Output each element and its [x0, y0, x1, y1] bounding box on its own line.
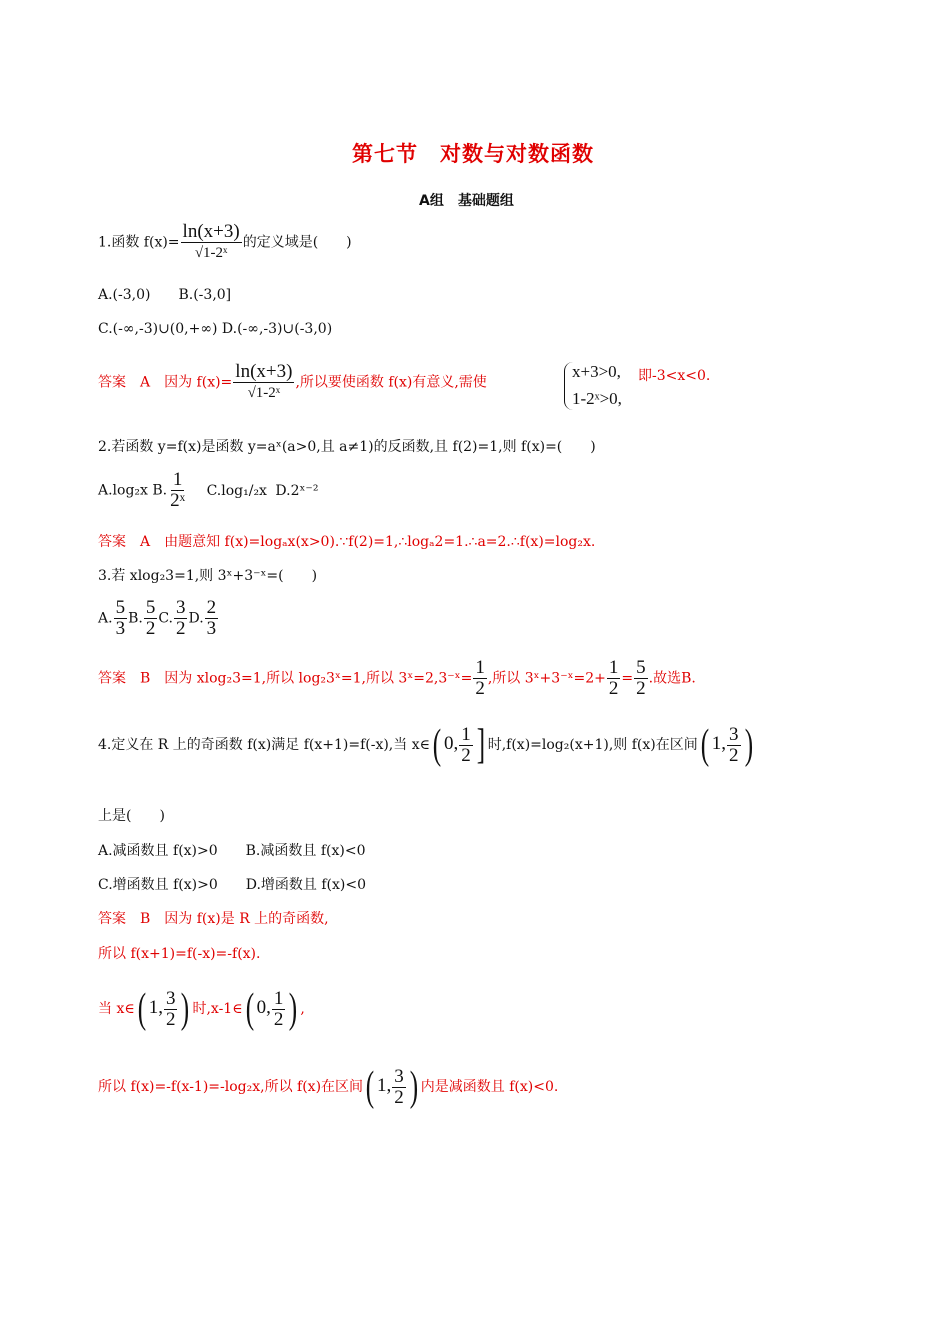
q4-iv2-num: 3 — [729, 723, 739, 745]
q3-opt-b-num: 5 — [145, 597, 156, 618]
q3-opt-c-fraction — [174, 598, 188, 639]
q4-iv1-den: 2 — [461, 744, 471, 766]
q4-ans4-paren-close: ) — [409, 1064, 418, 1110]
q4-answer-line2: 所以 f(x+1)=f(-x)=-f(x). — [98, 946, 261, 962]
q4-ans4-paren-open: ( — [365, 1064, 375, 1110]
q1-frac-den: √1-2ˣ — [194, 245, 228, 261]
q2-opt-c: C.log₁/₂x — [206, 482, 267, 499]
q4-iv2-left: 1, — [711, 733, 726, 754]
q4-options-ab: A.减函数且 f(x)>0 B.减函数且 f(x)<0 — [98, 843, 366, 859]
page-title: 第七节 对数与对数函数 — [352, 142, 594, 166]
q3-ans-half-den: 2 — [475, 678, 485, 699]
q2-opt-a: A.log₂x B. — [98, 482, 168, 499]
q2-answer: 答案 A 由题意知 f(x)=logₐx(x>0).∵f(2)=1,∴logₐ2=1.∴a=2.∴f(x)=log₂x. — [98, 534, 596, 550]
q4-paren2-close: ) — [744, 722, 753, 768]
group-heading: A组 基础题组 — [419, 193, 514, 209]
q1-ans-mid: ,所以要使函数 f(x)有意义,需使 — [295, 374, 487, 391]
q3-ans-b: ,所以 3ˣ+3⁻ˣ=2+ — [487, 670, 606, 687]
q4-bracket-close: ] — [476, 722, 485, 768]
q4-ans4-fraction — [392, 1067, 406, 1108]
q1-options-ab: A.(-3,0) B.(-3,0] — [98, 287, 232, 303]
q1-fraction — [181, 222, 242, 263]
q3-ans-52-num: 5 — [636, 657, 646, 678]
q3-opt-a-fraction — [114, 598, 128, 639]
q4-ans3-num: 3 — [165, 987, 176, 1009]
q1-ans-frac-den: √1-2ˣ — [247, 385, 281, 401]
q1-ans-suffix: 即-3<x<0. — [638, 368, 711, 384]
q3-options — [98, 598, 219, 639]
q4-ans3-den2: 2 — [273, 1008, 284, 1030]
q3-ans-d: .故选B. — [648, 670, 696, 687]
q4-iv2-den: 2 — [729, 744, 739, 766]
question-2: 2.若函数 y=f(x)是函数 y=aˣ(a>0,且 a≠1)的反函数,且 f(2)=1,则 f(x)=( ) — [98, 439, 596, 455]
q4-ans3-a: 当 x∈ — [98, 1001, 135, 1017]
q1-system-line2: 1-2ˣ>0, — [572, 389, 622, 408]
question-3: 3.若 xlog₂3=1,则 3ˣ+3⁻ˣ=( ) — [98, 568, 318, 584]
q1-ans-prefix: 答案 A 因为 f(x)= — [98, 374, 233, 391]
q2-options — [98, 470, 318, 511]
q3-ans-half-num: 1 — [475, 657, 485, 678]
q4-ans3-paren-close: ) — [181, 986, 190, 1032]
q3-opt-b-fraction — [144, 598, 158, 639]
q3-opt-b-den: 2 — [145, 618, 156, 639]
q4-answer-line3 — [98, 988, 305, 1030]
q3-ans-a: 答案 B 因为 xlog₂3=1,所以 log₂3ˣ=1,所以 3ˣ=2,3⁻ˣ= — [98, 670, 473, 687]
q2-opt-b-den: 2ˣ — [170, 490, 186, 511]
q3-opt-c-den: 2 — [175, 618, 186, 639]
q1-frac-num: ln(x+3) — [182, 221, 240, 242]
q3-ans-c: = — [621, 670, 634, 687]
q4-paren-open: ( — [432, 722, 442, 768]
q3-opt-a-label: A. — [98, 610, 113, 627]
q4-stem-c: 上是( ) — [98, 808, 165, 824]
q4-ans4-den: 2 — [394, 1086, 404, 1108]
q2-opt-b-num: 1 — [172, 469, 183, 490]
q4-iv1-fraction — [459, 725, 473, 766]
q1-system-line1: x+3>0, — [572, 362, 621, 381]
q4-options-cd: C.增函数且 f(x)>0 D.增函数且 f(x)<0 — [98, 877, 367, 893]
q4-ans3-iv-left: 1, — [148, 997, 163, 1018]
q1-prefix: 1.函数 f(x)= — [98, 234, 180, 251]
q2-opt-d: D.2ˣ⁻² — [275, 482, 319, 499]
q4-iv1-left: 0, — [443, 733, 459, 754]
q3-opt-d-fraction — [205, 598, 219, 639]
q3-opt-a-den: 3 — [115, 618, 126, 639]
q4-stem-b: 时,f(x)=log₂(x+1),则 f(x)在区间 — [487, 737, 698, 753]
q4-paren2-open: ( — [700, 722, 709, 768]
q3-opt-c-label: C. — [158, 610, 173, 627]
q3-opt-d-num: 2 — [206, 597, 217, 618]
q2-opt-b-fraction — [168, 470, 187, 511]
q3-opt-d-den: 3 — [206, 618, 217, 639]
q3-ans-half-2 — [607, 658, 621, 699]
q3-ans-half2-den: 2 — [608, 678, 619, 699]
question-1 — [98, 222, 352, 263]
q3-answer — [98, 658, 696, 699]
q3-opt-c-num: 3 — [175, 597, 186, 618]
q1-suffix: 的定义域是( ) — [242, 234, 352, 251]
q4-ans4-a: 所以 f(x)=-f(x-1)=-log₂x,所以 f(x)在区间 — [98, 1079, 364, 1095]
q4-ans3-num2: 1 — [273, 987, 284, 1009]
q4-ans4-num: 3 — [394, 1065, 404, 1087]
q4-ans4-b: 内是减函数且 f(x)<0. — [420, 1079, 559, 1095]
q3-opt-d-label: D. — [188, 610, 204, 627]
q4-ans3-paren2-open: ( — [245, 986, 254, 1032]
q4-ans3-b: 时,x-1∈ — [192, 1001, 243, 1017]
q4-iv1-num: 1 — [461, 723, 471, 745]
q4-iv2-fraction — [727, 725, 741, 766]
q3-ans-half2-num: 1 — [608, 657, 619, 678]
q4-ans3-paren2-close: ) — [289, 986, 298, 1032]
q4-answer-line1: 答案 B 因为 f(x)是 R 上的奇函数, — [98, 911, 329, 927]
q3-opt-b-label: B. — [128, 610, 143, 627]
q1-ans-frac-num: ln(x+3) — [235, 361, 293, 382]
q4-ans4-iv-left: 1, — [377, 1075, 392, 1096]
q4-ans3-den: 2 — [165, 1008, 176, 1030]
q4-ans3-c: , — [300, 1001, 305, 1017]
q3-ans-52-den: 2 — [636, 678, 646, 699]
q3-ans-five-halves — [634, 658, 648, 699]
q4-ans3-fraction — [164, 989, 178, 1030]
q1-answer — [98, 362, 487, 403]
q3-opt-a-num: 5 — [115, 597, 126, 618]
q1-options-cd: C.(-∞,-3)∪(0,+∞) D.(-∞,-3)∪(-3,0) — [98, 321, 333, 337]
q1-ans-fraction — [233, 362, 294, 403]
q4-ans3-paren-open: ( — [137, 986, 146, 1032]
q4-ans3-fraction2 — [272, 989, 286, 1030]
q4-answer-line4 — [98, 1066, 558, 1108]
q3-ans-half — [473, 658, 487, 699]
question-4 — [98, 724, 756, 766]
q4-stem-a: 4.定义在 R 上的奇函数 f(x)满足 f(x+1)=f(-x),当 x∈ — [98, 737, 430, 753]
q4-ans3-iv2-left: 0, — [256, 997, 271, 1018]
